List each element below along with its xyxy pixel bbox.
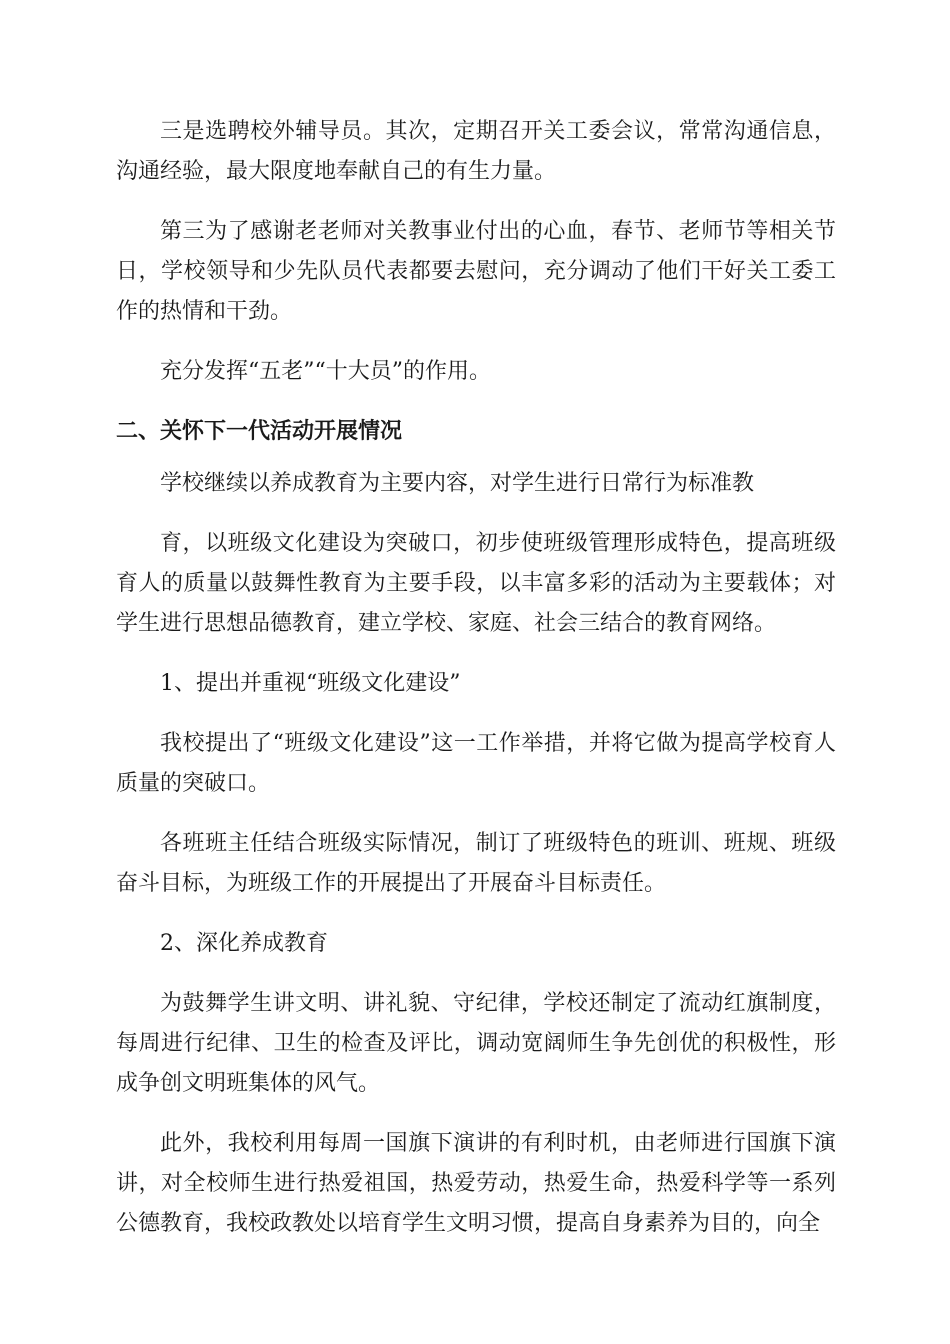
subheading: 2、深化养成教育 xyxy=(160,931,328,956)
paragraph: 第三为了感谢老老师对关教事业付出的心血，春节、老师节等相关节日，学校领导和少先队员代表都要去慰问，充分调动了他们干好关工委工作的热情和干劲。 xyxy=(116,219,836,324)
paragraph: 各班班主任结合班级实际情况，制订了班级特色的班训、班规、班级奋斗目标，为班级工作的开展提出了开展奋斗目标责任。 xyxy=(116,831,836,896)
paragraph: 育，以班级文化建设为突破口，初步使班级管理形成特色，提高班级育人的质量以鼓舞性教育为主要手段，以丰富多彩的活动为主要载体；对学生进行思想品德教育，建立学校、家庭、社会三结合的教育网络。 xyxy=(116,531,836,636)
paragraph: 学校继续以养成教育为主要内容，对学生进行日常行为标准教 xyxy=(160,471,755,496)
paragraph: 充分发挥“五老”“十大员”的作用。 xyxy=(160,359,491,384)
subheading: 1、提出并重视“班级文化建设” xyxy=(160,671,461,696)
paragraph: 为鼓舞学生讲文明、讲礼貌、守纪律，学校还制定了流动红旗制度，每周进行纪律、卫生的检查及评比，调动宽阔师生争先创优的积极性，形成争创文明班集体的风气。 xyxy=(116,991,836,1096)
section-heading: 二、关怀下一代活动开展情况 xyxy=(116,419,403,444)
paragraph: 三是选聘校外辅导员。其次，定期召开关工委会议，常常沟通信息，沟通经验，最大限度地奉献自己的有生力量。 xyxy=(116,119,836,184)
paragraph: 此外，我校利用每周一国旗下演讲的有利时机，由老师进行国旗下演讲，对全校师生进行热爱祖国，热爱劳动，热爱生命，热爱科学等一系列公德教育，我校政教处以培育学生文明习惯，提高自身素养为目的，向全 xyxy=(116,1131,836,1236)
paragraph: 我校提出了“班级文化建设”这一工作举措，并将它做为提高学校育人质量的突破口。 xyxy=(116,731,836,796)
document-page xyxy=(116,112,836,1244)
